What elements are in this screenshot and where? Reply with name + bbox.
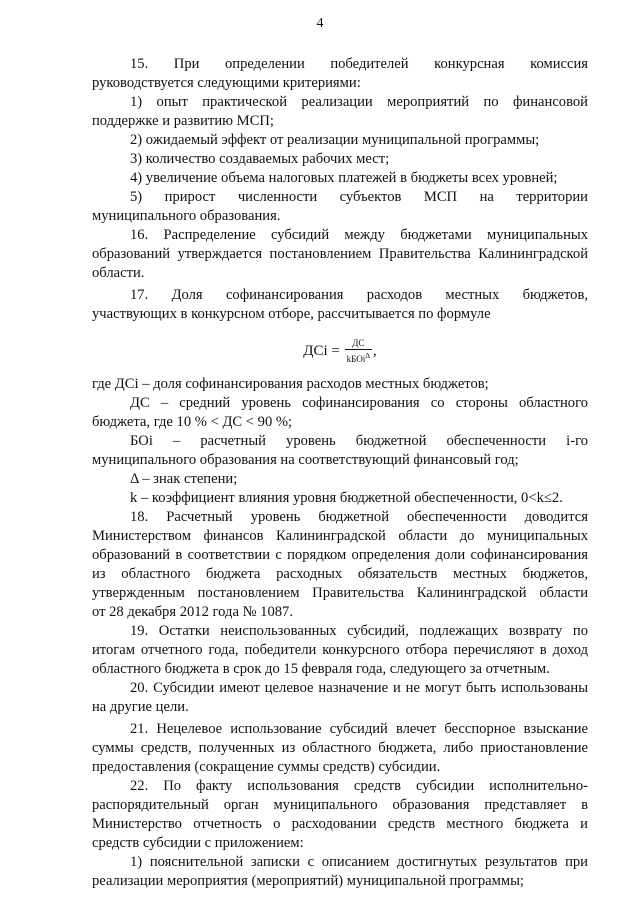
para-18-line-1: 18. Расчетный уровень бюджетной обеспеченности доводится xyxy=(130,509,588,525)
para-20-line-2: на другие цели. xyxy=(92,699,189,715)
para-18-line-6: от 28 декабря 2012 года № 1087. xyxy=(92,604,293,620)
para-20-line-1: 20. Субсидии имеют целевое назначение и не могут быть использованы xyxy=(130,680,588,696)
para-19-line-3: областного бюджета в срок до 15 февраля года, следующего за отчетным. xyxy=(92,661,550,677)
para-22-line-2: распорядительный орган муниципального образования представляет в xyxy=(92,797,588,813)
para-16-line-2: образований утверждается постановлением Правительства Калининградской xyxy=(92,246,588,262)
criterion-4: 4) увеличение объема налоговых платежей в бюджеты всех уровней; xyxy=(130,170,558,186)
formula-lhs: ДСi = xyxy=(303,342,340,359)
definition-ds-line-2: бюджета, где 10 % < ДС < 90 %; xyxy=(92,414,293,430)
definition-dsi: где ДСi – доля софинансирования расходов местных бюджетов; xyxy=(92,376,489,392)
formula-fraction xyxy=(345,338,372,365)
criterion-2: 2) ожидаемый эффект от реализации муниципальной программы; xyxy=(130,132,540,148)
criterion-3: 3) количество создаваемых рабочих мест; xyxy=(130,151,390,167)
definition-delta: Δ – знак степени; xyxy=(130,471,238,487)
cofinancing-formula xyxy=(92,338,588,365)
para-19-line-2: итогам отчетного года, победители конкурсного отбора перечисляют в доход xyxy=(92,642,588,658)
para-21-line-3: предоставления (сокращение суммы средств) субсидии. xyxy=(92,759,441,775)
criterion-1-line-1: 1) опыт практической реализации мероприятий по финансовой xyxy=(130,94,588,110)
criterion-5-line-1: 5) прирост численности субъектов МСП на территории xyxy=(130,189,588,205)
para-15-line-1: 15. При определении победителей конкурсная комиссия xyxy=(130,56,588,72)
formula-denominator: kБОi$^\Delta$ xyxy=(346,351,371,364)
formula-numerator: ДС xyxy=(345,338,372,350)
para-18-line-2: Министерством финансов Калининградской области до муниципальных xyxy=(92,528,588,544)
para-22-line-1: 22. По факту использования средств субсидии исполнительно- xyxy=(130,778,588,794)
para-22-item-1-line-1: 1) пояснительной записки с описанием достигнутых результатов при xyxy=(130,854,588,870)
definition-k: k – коэффициент влияния уровня бюджетной обеспеченности, 0<k≤2. xyxy=(130,490,563,506)
para-16-line-3: области. xyxy=(92,265,145,281)
definition-boi-line-2: муниципального образования на соответствующий финансовый год; xyxy=(92,452,519,468)
para-18-line-4: из областного бюджета расходных обязательств местных бюджетов, xyxy=(92,566,588,582)
definition-ds-line-1: ДС – средний уровень софинансирования со стороны областного xyxy=(130,395,588,411)
criterion-5-line-2: муниципального образования. xyxy=(92,208,281,224)
para-17-line-2: участвующих в конкурсном отборе, рассчитывается по формуле xyxy=(92,306,491,322)
para-17-line-1: 17. Доля софинансирования расходов местных бюджетов, xyxy=(130,287,588,303)
para-19-line-1: 19. Остатки неиспользованных субсидий, подлежащих возврату по xyxy=(130,623,588,639)
para-18-line-5: утвержденным постановлением Правительства Калининградской области xyxy=(92,585,588,601)
para-16-line-1: 16. Распределение субсидий между бюджетами муниципальных xyxy=(130,227,588,243)
para-18-line-3: образований в соответствии с порядком определения доли софинансирования xyxy=(92,547,588,563)
formula-comma: , xyxy=(373,342,377,359)
page-number: 4 xyxy=(316,16,324,31)
para-22-line-4: средств субсидии с приложением: xyxy=(92,835,304,851)
para-21-line-2: суммы средств, полученных из областного бюджета, либо приостановление xyxy=(92,740,588,756)
para-21-line-1: 21. Нецелевое использование субсидий влечет бесспорное взыскание xyxy=(130,721,588,737)
definition-boi-line-1: БОi – расчетный уровень бюджетной обеспеченности i-го xyxy=(130,433,588,449)
para-15-line-2: руководствуется следующими критериями: xyxy=(92,75,361,91)
formula-exponent: Δ xyxy=(365,351,371,360)
para-22-item-1-line-2: реализации мероприятия (мероприятий) муниципальной программы; xyxy=(92,873,524,889)
document-body xyxy=(92,55,588,891)
para-22-line-3: Министерство отчетность о расходовании средств местного бюджета и xyxy=(92,816,588,832)
criterion-1-line-2: поддержке и развитию МСП; xyxy=(92,113,274,129)
